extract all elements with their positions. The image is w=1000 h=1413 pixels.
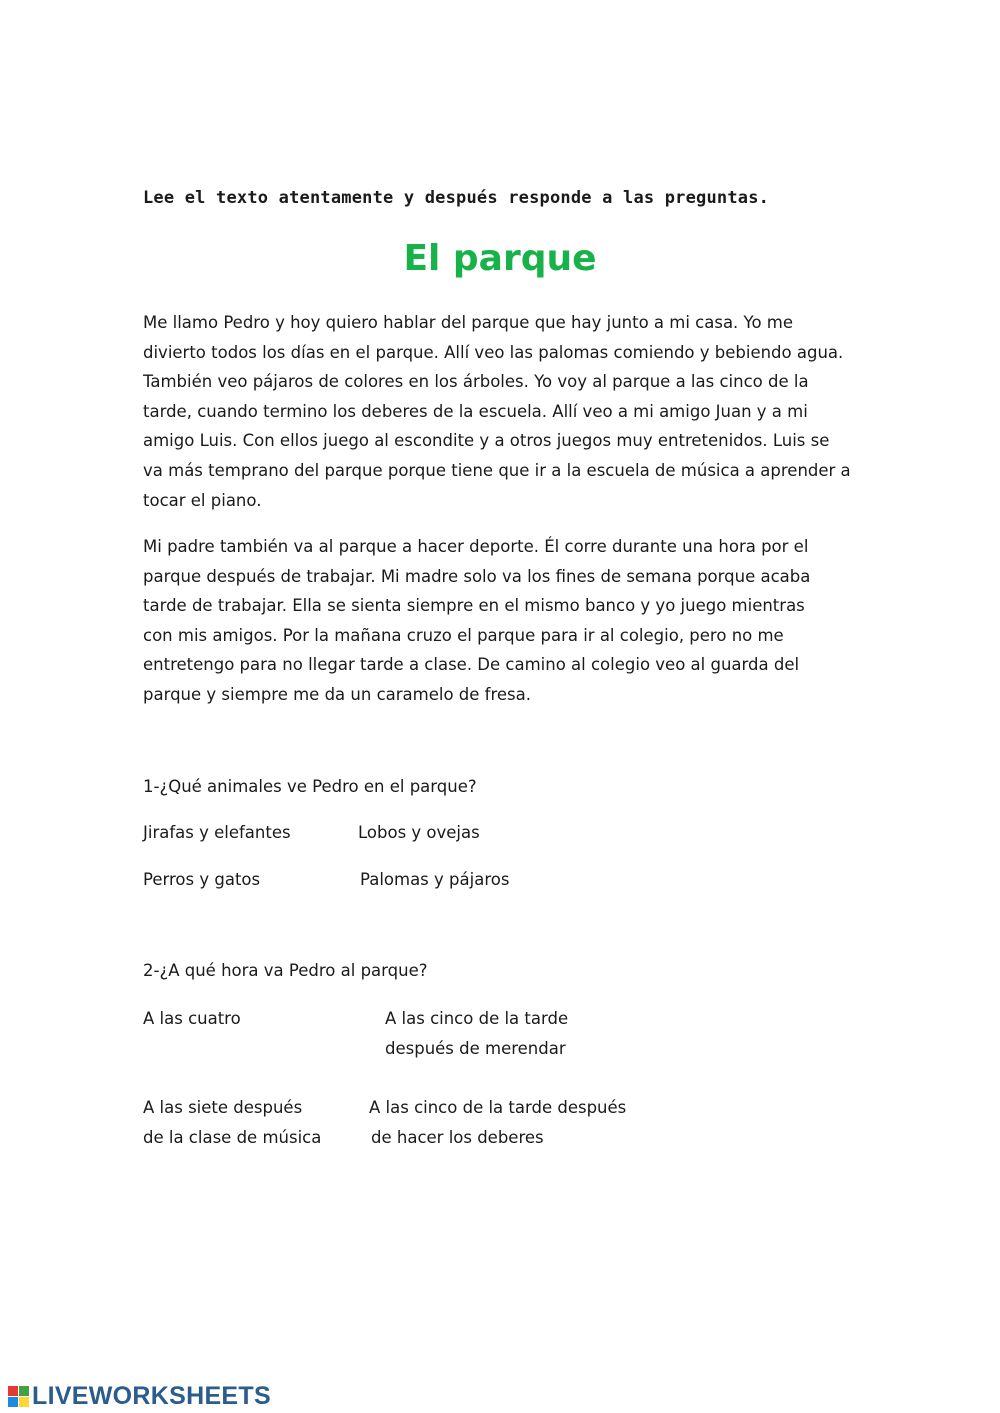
- paragraph-line: amigo Luis. Con ellos juego al escondite y a otros juegos muy entretenidos. Luis se: [143, 431, 830, 451]
- question-2: 2-¿A qué hora va Pedro al parque?: [143, 961, 428, 980]
- liveworksheets-logo-icon: [8, 1386, 29, 1407]
- paragraph-line: Mi padre también va al parque a hacer deporte. Él corre durante una hora por el: [143, 537, 809, 556]
- option-line: A las cinco de la tarde: [385, 1009, 569, 1028]
- option-line: después de merendar: [385, 1038, 566, 1058]
- paragraph-line: con mis amigos. Por la mañana cruzo el parque para ir al colegio, pero no me: [143, 625, 784, 645]
- paragraph-line: entretengo para no llegar tarde a clase. De camino al colegio veo al guarda del: [143, 655, 800, 675]
- q1-option-c[interactable]: Perros y gatos: [143, 870, 261, 889]
- option-line: A las cuatro: [143, 1009, 241, 1028]
- logo-cube: [8, 1397, 18, 1407]
- paragraph-2: [143, 532, 863, 710]
- q2-option-a[interactable]: [143, 1004, 241, 1034]
- q1-option-a[interactable]: Jirafas y elefantes: [143, 823, 291, 842]
- paragraph-line: tarde, cuando termino los deberes de la escuela. Allí veo a mi amigo Juan y a mi: [143, 401, 808, 421]
- logo-cube: [8, 1386, 18, 1396]
- q1-option-d[interactable]: Palomas y pájaros: [360, 870, 510, 889]
- paragraph-line: parque después de trabajar. Mi madre solo va los fines de semana porque acaba: [143, 566, 811, 586]
- paragraph-line: Me llamo Pedro y hoy quiero hablar del parque que hay junto a mi casa. Yo me: [143, 313, 794, 332]
- paragraph-line: parque y siempre me da un caramelo de fresa.: [143, 684, 531, 704]
- logo-cube: [19, 1397, 29, 1407]
- instruction-text: Lee el texto atentamente y después responde a las preguntas.: [143, 188, 770, 208]
- option-line: de hacer los deberes: [371, 1127, 544, 1147]
- footer-brand-text: LIVEWORKSHEETS: [32, 1381, 271, 1410]
- paragraph-line: va más temprano del parque porque tiene que ir a la escuela de música a aprender a: [143, 460, 851, 480]
- paragraph-line: tarde de trabajar. Ella se sienta siempre en el mismo banco y yo juego mientras: [143, 596, 805, 616]
- footer-logo: [8, 1380, 271, 1412]
- q1-option-b[interactable]: Lobos y ovejas: [358, 823, 480, 842]
- option-line: de la clase de música: [143, 1127, 322, 1147]
- q2-option-c[interactable]: [143, 1093, 321, 1152]
- logo-cube: [19, 1386, 29, 1396]
- q2-option-d[interactable]: [369, 1093, 626, 1152]
- q2-option-b[interactable]: [385, 1004, 568, 1063]
- paragraph-1: [143, 308, 863, 515]
- option-line: A las siete después: [143, 1098, 303, 1117]
- question-1: 1-¿Qué animales ve Pedro en el parque?: [143, 777, 477, 796]
- page-title: El parque: [403, 238, 597, 279]
- paragraph-line: También veo pájaros de colores en los árboles. Yo voy al parque a las cinco de la: [143, 372, 809, 392]
- option-line: A las cinco de la tarde después: [369, 1098, 627, 1117]
- paragraph-line: divierto todos los días en el parque. Allí veo las palomas comiendo y bebiendo agua.: [143, 342, 844, 362]
- paragraph-line: tocar el piano.: [143, 490, 262, 510]
